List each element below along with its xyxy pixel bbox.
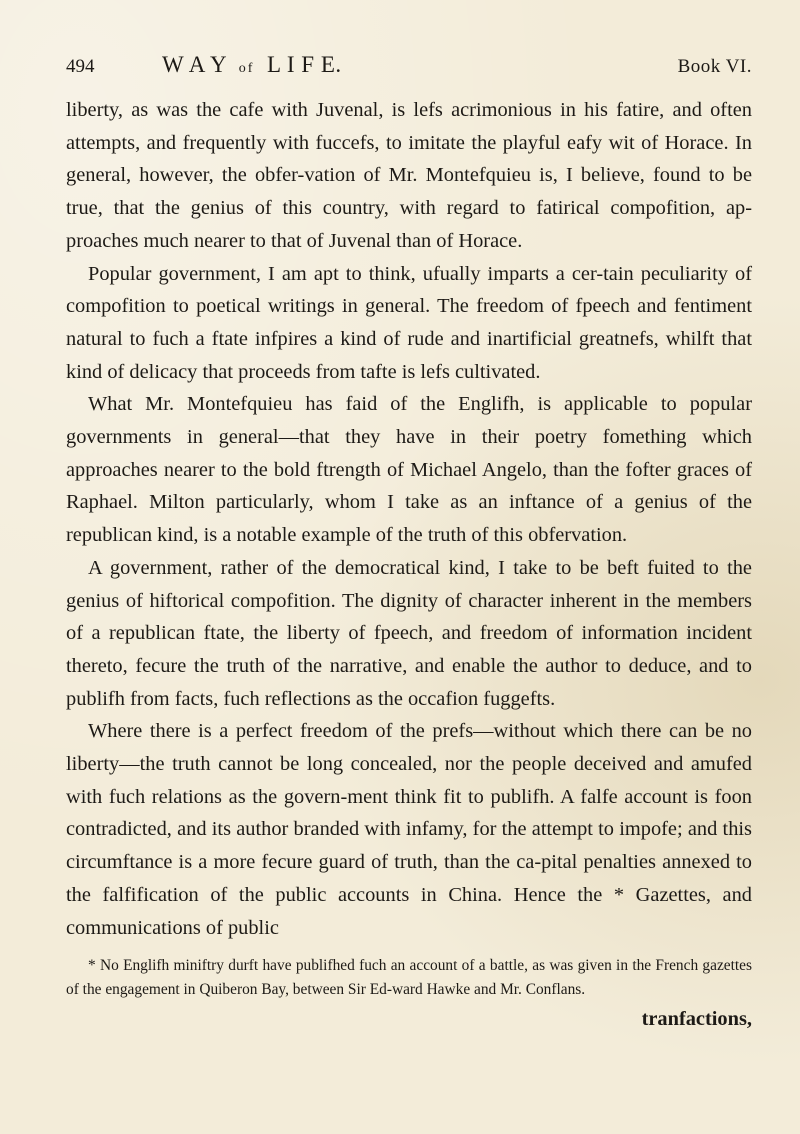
- running-title-word-1: W A Y: [162, 52, 227, 77]
- book-label: Book VI.: [677, 56, 752, 77]
- paragraph: A government, rather of the democratical kind, I take to be beft fuited to the genius of hiftorical compofition. The dignity of character inherent in the members of a republican ftate, the liberty of fpeech, and freedom of information incident thereto, fecure the truth of the narrative, and enable the author to deduce, and to publifh from facts, fuch reflections as the occafion fuggefts.: [66, 556, 752, 710]
- footnote: * No Englifh miniftry durft have publifhed fuch an account of a battle, as was given in the French gazettes of the engagement in Quiberon Bay, between Sir Ed-ward Hawke and Mr. Conflans.: [66, 957, 752, 999]
- page-number: 494: [66, 56, 95, 77]
- running-title: [162, 52, 678, 78]
- running-title-word-2: of: [238, 61, 255, 76]
- running-title-word-3: L I F E.: [266, 52, 342, 77]
- paragraph: Where there is a perfect freedom of the prefs—without which there can be no liberty—the truth cannot be long concealed, nor the people deceived and amufed with fuch relations as the govern-ment think fit to publifh. A falfe account is foon contradicted, and its author branded with infamy, for the attempt to impofe; and this circumftance is a more fecure guard of truth, than the ca-pital penalties annexed to the falfification of the public accounts in China. Hence the * Gazettes, and communications of public: [66, 720, 752, 939]
- body-text: [66, 94, 752, 944]
- paragraph: What Mr. Montefquieu has faid of the Englifh, is applicable to popular governments in general—that they have in their poetry fomething which approaches nearer to the bold ftrength of Michael Angelo, than the fofter graces of Raphael. Milton particularly, whom I take as an inftance of a genius of the republican kind, is a notable example of the truth of this obfervation.: [66, 393, 752, 547]
- paragraph: Popular government, I am apt to think, ufually imparts a cer-tain peculiarity of compofition to poetical writings in general. The freedom of fpeech and fentiment natural to fuch a ftate infpires a kind of rude and inartificial greatnefs, whilft that kind of delicacy that proceeds from tafte is lefs cultivated.: [66, 262, 752, 383]
- catchword: tranfactions,: [641, 1008, 752, 1031]
- paragraph: liberty, as was the cafe with Juvenal, is lefs acrimonious in his fatire, and often attempts, and frequently with fuccefs, to imitate the playful eafy wit of Horace. In general, however, the obfer-vation of Mr. Montefquieu is, I believe, found to be true, that the genius of this country, with regard to fatirical compofition, ap-proaches much nearer to that of Juvenal than of Horace.: [66, 99, 752, 252]
- running-head: [66, 52, 752, 92]
